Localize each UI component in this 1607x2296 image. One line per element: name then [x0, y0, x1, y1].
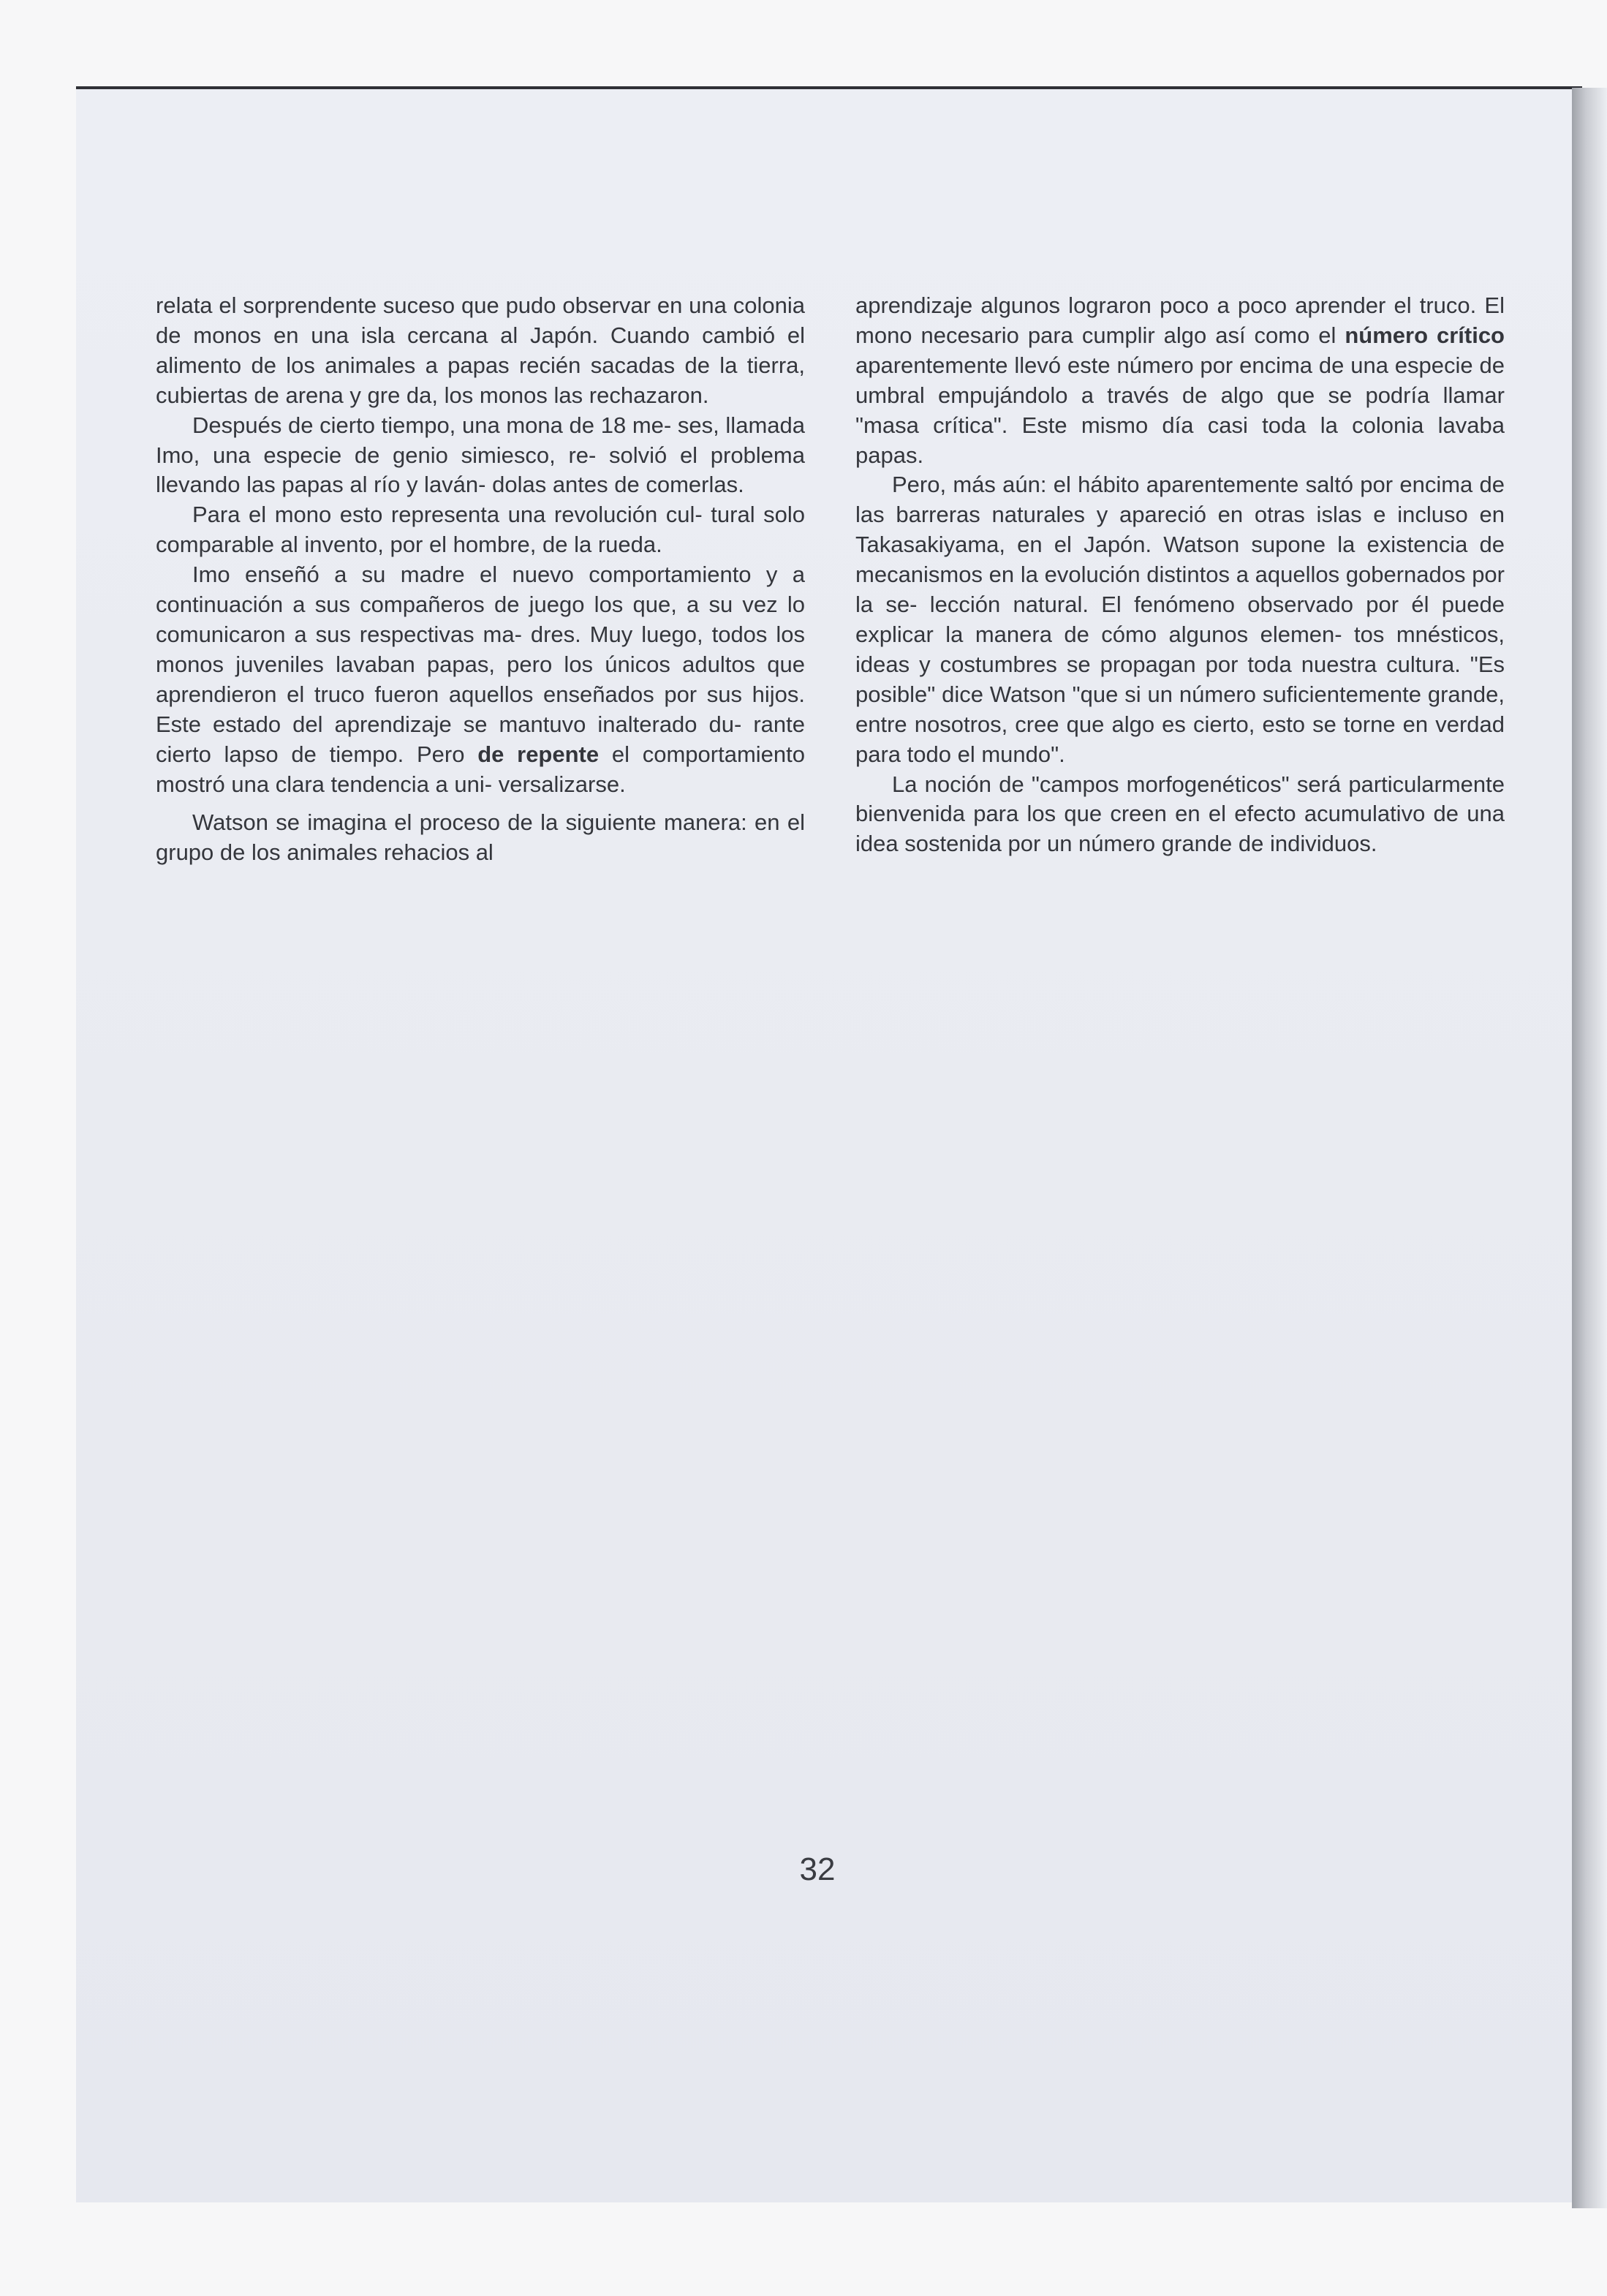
paragraph [156, 560, 805, 799]
paragraph: Después de cierto tiempo, una mona de 18 me- ses, llamada Imo, una especie de genio simiesco, re- solvió el problema llevando las papas al río y laván- dolas antes de comerlas. [156, 412, 805, 498]
paragraph: Watson se imagina el proceso de la siguiente manera: en el grupo de los animales rehacios al [156, 809, 805, 866]
text-column-left [156, 291, 805, 868]
paragraph: relata el sorprendente suceso que pudo observar en una colonia de monos en una isla cercana al Japón. Cuando cambió el alimento de los animales a papas recién sacadas de la tierra, cubiertas de arena y gre da, los monos las rechazaron. [156, 292, 805, 408]
emphasis-text: número crítico [1345, 322, 1505, 348]
text-column-right [855, 291, 1505, 859]
page-number: 32 [799, 1851, 836, 1887]
paragraph-text: el comportamiento mostró una clara tendencia a uni- versalizarse. [156, 741, 805, 797]
paragraph-text: aprendizaje algunos lograron poco a poco aprender el truco. El mono necesario para cumplir algo así como el [855, 292, 1505, 348]
book-spine-shadow [1572, 88, 1607, 2208]
emphasis-text: de repente [477, 741, 600, 767]
paragraph: Pero, más aún: el hábito aparentemente saltó por encima de las barreras naturales y apareció en otras islas e incluso en Takasakiyama, en el Japón. Watson supone la existencia de mecanismos en la evolución distintos a aquellos gobernados por la se- lección natural. El fenómeno observado por él puede explicar la manera de cómo algunos elemen- tos mnésticos, ideas y costumbres se propagan por toda nuestra cultura. "Es posible" dice Watson "que si un número suficientemente grande, entre nosotros, cree que algo es cierto, esto se torne en verdad para todo el mundo". [855, 472, 1505, 767]
paragraph: Para el mono esto representa una revolución cul- tural solo comparable al invento, por el hombre, de la rueda. [156, 502, 805, 558]
paragraph-text: Imo enseñó a su madre el nuevo comportamiento y a continuación a sus compañeros de juego los que, a su vez lo comunicaron a sus respectivas ma- dres. Muy luego, todos los monos juveniles lavaban papas, pero los únicos adultos que aprendieron el truco fueron aquellos enseñados por sus hijos. Este estado del aprendizaje se mantuvo inalterado du- rante cierto lapso de tiempo. Pero [156, 562, 805, 767]
paragraph: La noción de "campos morfogenéticos" será particularmente bienvenida para los que creen en el efecto acumulativo de una idea sostenida por un número grande de individuos. [855, 771, 1505, 857]
paragraph-text: aparentemente llevó este número por encima de una especie de umbral empujándolo a través de algo que se podría llamar "masa crítica". Este mismo día casi toda la colonia lavaba papas. [855, 352, 1505, 468]
paragraph [855, 291, 1505, 470]
